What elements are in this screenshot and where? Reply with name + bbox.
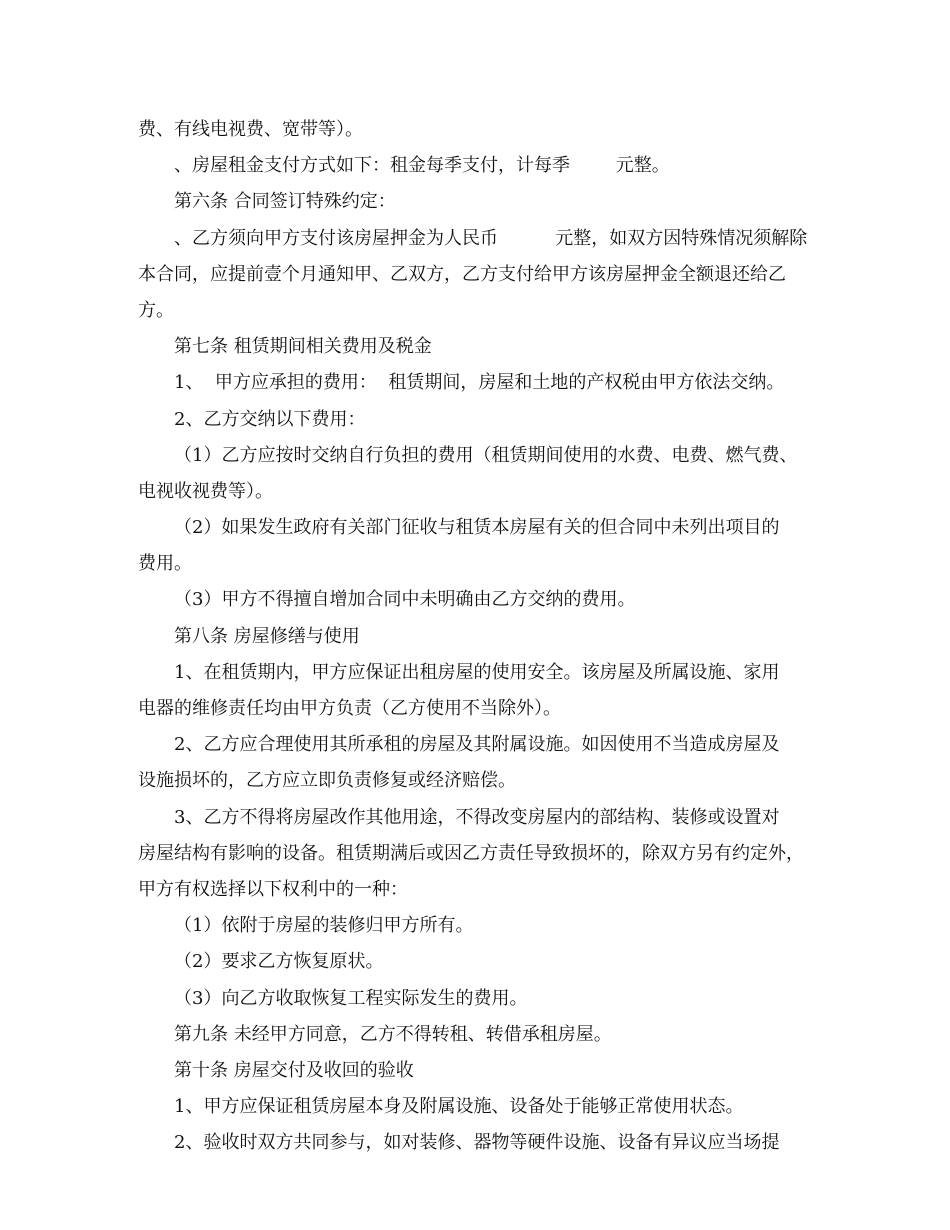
document-line: 第十条 房屋交付及收回的验收 (174, 1059, 414, 1081)
document-line: 电视收视费等）。 (138, 480, 273, 502)
document-line: （2）如果发生政府有关部门征收与租赁本房屋有关的但合同中未列出项目的 (174, 517, 780, 539)
document-line: 、乙方须向甲方支付该房屋押金为人民币 元整，如双方因特殊情况须解除 (174, 227, 808, 249)
document-line: 本合同，应提前壹个月通知甲、乙双方，乙方支付给甲方该房屋押金全额退还给乙 (138, 263, 786, 285)
document-line: 3、乙方不得将房屋改作其他用途，不得改变房屋内的部结构、装修或设置对 (174, 806, 780, 828)
document-line: 1、在租赁期内，甲方应保证出租房屋的使用安全。该房屋及所属设施、家用 (174, 661, 780, 683)
document-line: 2、乙方应合理使用其所承租的房屋及其附属设施。如因使用不当造成房屋及 (174, 734, 780, 756)
document-line: 费用。 (138, 553, 192, 575)
document-line: （1）依附于房屋的装修归甲方所有。 (174, 915, 474, 937)
document-line: （3）向乙方收取恢复工程实际发生的费用。 (174, 987, 528, 1009)
document-line: 、房屋租金支付方式如下：租金每季支付，计每季 元整。 (174, 155, 670, 177)
document-line: 电器的维修责任均由甲方负责（乙方使用不当除外）。 (138, 698, 561, 719)
document-line: （3）甲方不得擅自增加合同中未明确由乙方交纳的费用。 (174, 589, 636, 611)
document-line: 第八条 房屋修缮与使用 (174, 625, 360, 647)
document-line: 费、有线电视费、宽带等）。 (138, 119, 363, 140)
document-line: 第九条 未经甲方同意，乙方不得转租、转借承租房屋。 (174, 1023, 612, 1045)
document-line: 1、 甲方应承担的费用： 租赁期间，房屋和土地的产权税由甲方依法交纳。 (174, 372, 785, 394)
document-line: 1、甲方应保证租赁房屋本身及附属设施、设备处于能够正常使用状态。 (174, 1096, 744, 1118)
document-line: （1）乙方应按时交纳自行负担的费用（租赁期间使用的水费、电费、燃气费、 (174, 444, 798, 466)
document-line: 甲方有权选择以下权利中的一种： (138, 878, 408, 900)
document-line: 2、乙方交纳以下费用： (174, 408, 366, 430)
document-body (138, 112, 818, 1161)
document-line: 方。 (138, 299, 174, 321)
document-line: 第七条 租赁期间相关费用及税金 (174, 336, 432, 358)
document-line: 房屋结构有影响的设备。租赁期满后或因乙方责任导致损坏的，除双方另有约定外， (138, 842, 804, 864)
document-line: 设施损坏的，乙方应立即负责修复或经济赔偿。 (138, 770, 516, 792)
document-line: 2、验收时双方共同参与，如对装修、器物等硬件设施、设备有异议应当场提 (174, 1132, 780, 1154)
document-line: 第六条 合同签订特殊约定： (174, 191, 396, 213)
document-line: （2）要求乙方恢复原状。 (174, 951, 384, 973)
